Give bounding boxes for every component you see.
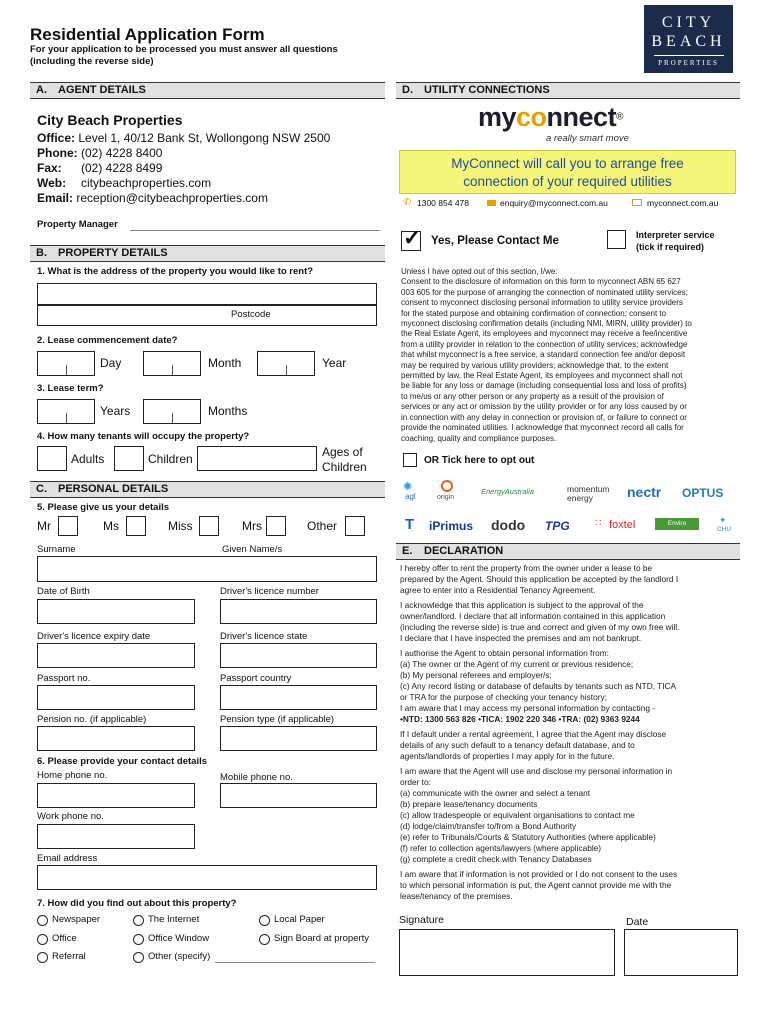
phone-label: Phone: [37, 146, 78, 160]
passport-country-input[interactable] [220, 685, 377, 710]
opt-out-checkbox[interactable] [403, 453, 417, 467]
agl-burst-icon: ✺ [403, 481, 413, 493]
declaration-line: •NTD: 1300 563 826 •TICA: 1902 220 346 •TRA: (02) 9363 9244 [400, 714, 640, 724]
radio-office-window-label: Office Window [148, 933, 210, 944]
dob-input[interactable] [37, 599, 195, 624]
section-a-title: AGENT DETAILS [58, 84, 146, 96]
phone-value: (02) 4228 8400 [81, 146, 163, 160]
radio-referral[interactable] [37, 952, 48, 963]
declaration-line: (b) prepare lease/tenancy documents [400, 799, 538, 809]
contact-me-label: Yes, Please Contact Me [431, 235, 559, 247]
dob-label: Date of Birth [37, 586, 90, 597]
city-beach-logo [644, 5, 733, 73]
title-mr-label: Mr [37, 519, 51, 533]
children-label: Children [148, 452, 193, 466]
consent-line: permitted by law, the Real Estate Agent, its employees and myconnect shall not [401, 371, 683, 381]
form-title: Residential Application Form [30, 25, 265, 44]
title-mr-checkbox[interactable] [58, 516, 78, 536]
address-input[interactable] [37, 283, 377, 305]
question-4: 4. How many tenants will occupy the property? [37, 431, 250, 442]
radio-internet-label: The Internet [148, 914, 200, 925]
licence-expiry-label: Driver's licence expiry date [37, 631, 151, 642]
years-label: Years [100, 404, 131, 418]
declaration-line: (e) refer to Tribunals/Courts & Statutory Authorities (where applicable) [400, 832, 656, 842]
envelope-icon [487, 200, 496, 206]
email-label: Email: [37, 191, 74, 205]
opt-out-label: OR Tick here to opt out [424, 455, 535, 466]
given-name-label: Given Name/s [222, 544, 283, 555]
tpg-logo: TPG [545, 519, 570, 533]
licence-state-label: Driver's licence state [220, 631, 308, 642]
signature-label: Signature [399, 914, 444, 926]
pension-type-label: Pension type (if applicable) [220, 714, 335, 725]
title-miss-label: Miss [168, 519, 193, 533]
myconnect-logo [478, 102, 658, 148]
brand-nnect: nnect [546, 102, 617, 132]
work-phone-label: Work phone no. [37, 811, 104, 822]
consent-line: for the stated purpose and obtaining confirmation of connection; consent to [401, 308, 667, 318]
logo-line1: CITY [661, 14, 716, 31]
declaration-para-2 [400, 600, 740, 644]
consent-line: that whilst myconnect is a free service, a standard connection fee and/or deposit [401, 350, 686, 360]
declaration-line: If I default under a rental agreement, I agree that the Agent may disclose [400, 729, 667, 739]
licence-number-label: Driver's licence number [220, 586, 319, 597]
passport-no-input[interactable] [37, 685, 195, 710]
origin-logo: origin [437, 494, 455, 501]
pension-type-input[interactable] [220, 726, 377, 751]
myconnect-email: enquiry@myconnect.com.au [500, 198, 608, 208]
question-3: 3. Lease term? [37, 383, 104, 394]
section-b-header [30, 245, 385, 262]
radio-other[interactable] [133, 952, 144, 963]
home-phone-label: Home phone no. [37, 770, 108, 781]
section-b-title: PROPERTY DETAILS [58, 247, 168, 259]
checkmark-icon: ✓ [403, 225, 422, 250]
property-manager-input[interactable] [130, 230, 380, 231]
nectr-logo: nectr [627, 484, 662, 500]
declaration-line: I am aware that if information is not provided or I do not consent to the uses [400, 869, 678, 879]
banner-line1: MyConnect will call you to arrange free [451, 156, 684, 171]
phone-icon: ✆ [403, 197, 412, 208]
momentum-logo: momentum energy [567, 484, 610, 503]
fax-value: (02) 4228 8499 [81, 161, 163, 175]
date-label: Date [626, 916, 649, 928]
consent-line: myconnect disclosing confirmation details (including NMI, MIRN, utility provider) to [401, 319, 692, 329]
web-row [37, 176, 330, 191]
banner-line2: connection of your required utilities [463, 174, 672, 189]
mobile-phone-input[interactable] [220, 783, 377, 808]
other-specify-input[interactable] [215, 962, 375, 963]
year-divider [286, 365, 287, 375]
declaration-line: or TRA for the purpose of checking your tenancy history; [400, 692, 607, 702]
declaration-line: to which personal information is put, the Agent cannot provide me with the [400, 880, 672, 890]
section-c-header [30, 481, 385, 498]
months-label: Months [208, 404, 248, 418]
signature-input[interactable] [399, 929, 615, 976]
iprimus-logo: iPrimus [429, 519, 474, 533]
section-e-letter: E. [402, 545, 413, 557]
declaration-line: agents/landlords of properties I may apply for in the future. [400, 751, 615, 761]
brand-co: co [516, 102, 547, 132]
section-c-title: PERSONAL DETAILS [58, 483, 169, 495]
radio-office[interactable] [37, 934, 48, 945]
declaration-text [400, 563, 740, 902]
agency-contact [37, 131, 330, 206]
section-a-header [30, 82, 385, 99]
agency-name: City Beach Properties [37, 112, 183, 128]
section-d-header [396, 82, 740, 99]
declaration-line: prepared by the Agent. Should this application be accepted by the landlord I [400, 574, 679, 584]
section-c-letter: C. [36, 483, 47, 495]
licence-expiry-input[interactable] [37, 643, 195, 668]
work-phone-input[interactable] [37, 824, 195, 849]
declaration-line: I am aware that I may access my personal information by contacting - [400, 703, 656, 713]
radio-office-window[interactable] [133, 934, 144, 945]
question-5: 5. Please give us your details [37, 502, 170, 513]
licence-number-input[interactable] [220, 599, 377, 624]
declaration-line: (c) allow tradespeople or equivalent organisations to contact me [400, 810, 635, 820]
myconnect-tagline: a really smart move [546, 133, 629, 144]
pension-no-label: Pension no. (if applicable) [37, 714, 147, 725]
myconnect-banner [399, 150, 736, 194]
consent-line: may be required by various utility providers; acknowledge that, to the extent [401, 360, 669, 370]
declaration-line: I declare that I have inspected the premises and am not bankrupt. [400, 633, 642, 643]
myconnect-reg-mark: ® [616, 111, 624, 123]
myconnect-web: myconnect.com.au [647, 198, 719, 208]
interpreter-label-line2: (tick if required) [636, 242, 705, 252]
provider-logos-row2 [399, 514, 739, 540]
years-divider [66, 413, 67, 423]
consent-line: provide the nominated utilities. I acknowledge that myconnect record all calls for [401, 423, 684, 433]
property-manager-label: Property Manager [37, 219, 118, 230]
consent-line: consent to myconnect disclosing personal information to utility service providers [401, 298, 683, 308]
declaration-para-6 [400, 869, 740, 902]
title-other-checkbox[interactable] [345, 516, 365, 536]
declaration-line: (g) complete a credit check with Tenancy Databases [400, 854, 592, 864]
declaration-line: owner/landlord. I declare that all information contained in this application [400, 611, 666, 621]
postcode-label: Postcode [231, 309, 271, 320]
interpreter-checkbox[interactable] [607, 230, 626, 249]
radio-newspaper[interactable] [37, 915, 48, 926]
declaration-line: order to: [400, 777, 431, 787]
consent-line: the Real Estate Agent, its employees and myconnect may receive a fee/incentive [401, 329, 688, 339]
radio-referral-label: Referral [52, 951, 86, 962]
declaration-para-1 [400, 563, 740, 596]
mobile-phone-label: Mobile phone no. [220, 772, 293, 783]
form-subtitle-line2: (including the reverse side) [30, 56, 154, 67]
address-line2-input[interactable] [37, 305, 377, 326]
declaration-line: (a) The owner or the Agent of my current or previous residence; [400, 659, 634, 669]
consent-line: from a utility provider in relation to the connection of utility services; acknowledge [401, 339, 688, 349]
date-input[interactable] [624, 929, 738, 976]
phone-row [37, 146, 330, 161]
consent-line: in connection with any delay in connection or provision of, or failure to connect or [401, 412, 687, 422]
agl-logo: agl [405, 492, 416, 501]
consent-line: coaching, quality and compliance purposes. [401, 433, 557, 443]
radio-sign-board[interactable] [259, 934, 270, 945]
question-7: 7. How did you find out about this property? [37, 898, 237, 909]
enviro-logo: Enviro [655, 518, 699, 530]
consent-line: Unless I have opted out of this section, I/we: [401, 267, 558, 276]
declaration-para-5 [400, 766, 740, 865]
email-address-label: Email address [37, 853, 98, 864]
adults-label: Adults [71, 452, 105, 466]
myconnect-contacts [399, 196, 736, 212]
title-ms-label: Ms [103, 519, 119, 533]
radio-local-paper-label: Local Paper [274, 914, 325, 925]
radio-local-paper[interactable] [259, 915, 270, 926]
section-b-letter: B. [36, 247, 47, 259]
declaration-para-3 [400, 648, 740, 725]
section-a-letter: A. [36, 84, 47, 96]
declaration-line: (c) Any record listing or database of defaults by tenants such as NTD, TICA [400, 681, 677, 691]
provider-logos-row1 [399, 478, 739, 508]
interpreter-label-line1: Interpreter service [636, 230, 715, 240]
brand-my: my [478, 102, 517, 132]
consent-text [401, 267, 739, 444]
day-divider [66, 365, 67, 375]
chu-leaf-icon: ✦ [719, 515, 727, 525]
radio-office-label: Office [52, 933, 77, 944]
ages-of-children-input[interactable] [197, 446, 317, 471]
title-ms-checkbox[interactable] [126, 516, 146, 536]
office-label: Office: [37, 131, 76, 145]
radio-sign-board-label: Sign Board at property [274, 933, 370, 944]
contact-me-checkbox[interactable] [401, 225, 422, 251]
home-phone-input[interactable] [37, 783, 195, 808]
consent-line: be liable for any loss or damage (including consequential loss and loss of profits) [401, 381, 687, 391]
title-miss-checkbox[interactable] [199, 516, 219, 536]
consent-line: to me/us or any other person or any property as a result of the provision of [401, 391, 664, 401]
declaration-line: (f) refer to collection agents/lawyers (where applicable) [400, 843, 602, 853]
passport-country-label: Passport country [220, 673, 292, 684]
dodo-logo: dodo [491, 517, 526, 533]
section-e-title: DECLARATION [424, 545, 504, 557]
declaration-line: (b) My personal referees and employer/s; [400, 670, 552, 680]
email-value: reception@citybeachproperties.com [76, 191, 268, 205]
name-input[interactable] [37, 556, 377, 582]
web-label: Web: [37, 176, 67, 190]
title-mrs-checkbox[interactable] [266, 516, 286, 536]
month-divider [172, 365, 173, 375]
pension-no-input[interactable] [37, 726, 195, 751]
chu-logo: CHU [717, 526, 732, 533]
question-6: 6. Please provide your contact details [37, 756, 208, 767]
day-label: Day [100, 356, 122, 370]
month-label: Month [208, 356, 242, 370]
licence-state-input[interactable] [220, 643, 377, 668]
section-d-title: UTILITY CONNECTIONS [424, 84, 550, 96]
title-other-label: Other [307, 519, 338, 533]
ages-label-line1: Ages of [322, 445, 363, 459]
declaration-line: lease/tenancy of the premises. [400, 891, 513, 901]
consent-line: 003 605 for the purpose of arranging the connection of nominated utility services; [401, 287, 688, 297]
logo-divider [654, 55, 724, 56]
office-row [37, 131, 330, 146]
telstra-logo: T [405, 516, 415, 533]
radio-other-label: Other (specify) [148, 951, 211, 962]
myconnect-phone: 1300 854 478 [417, 198, 469, 208]
myconnect-wordmark [478, 102, 616, 132]
declaration-line: details of any such default to a tenancy default database, and to [400, 740, 635, 750]
passport-no-label: Passport no. [37, 673, 91, 684]
surname-label: Surname [37, 544, 76, 555]
declaration-para-4 [400, 729, 740, 762]
question-1: 1. What is the address of the property you would like to rent? [37, 266, 314, 277]
declaration-line: (including the reverse side) is true and correct and given of my own free will. [400, 622, 680, 632]
ages-label-line2: Children [322, 460, 367, 474]
year-label: Year [322, 356, 347, 370]
declaration-line: I am aware that the Agent will use and disclose my personal information in [400, 766, 673, 776]
declaration-line: (d) lodge/claim/transfer to/from a Bond Authority [400, 821, 577, 831]
foxtel-logo: foxtel [609, 519, 636, 531]
monitor-icon [632, 199, 642, 206]
logo-line3: PROPERTIES [658, 59, 719, 67]
radio-newspaper-label: Newspaper [52, 914, 101, 925]
declaration-line: agree to enter into a Residential Tenancy Agreement. [400, 585, 596, 595]
office-value: Level 1, 40/12 Bank St, Wollongong NSW 2500 [78, 131, 331, 145]
children-input[interactable] [114, 446, 144, 471]
declaration-line: I authorise the Agent to obtain personal information from: [400, 648, 609, 658]
email-row [37, 191, 330, 206]
consent-line: Consent to the disclosure of information on this form to myconnect ABN 65 627 [401, 277, 681, 287]
web-value: citybeachproperties.com [81, 176, 212, 190]
fax-label: Fax: [37, 161, 62, 175]
months-divider [172, 413, 173, 423]
logo-line2: BEACH [651, 33, 726, 50]
email-address-input[interactable] [37, 865, 377, 890]
origin-logo-icon [441, 480, 453, 492]
fax-row [37, 161, 330, 176]
foxtel-dots-icon: ∷ [595, 518, 602, 529]
section-e-header [396, 543, 740, 560]
title-mrs-label: Mrs [242, 519, 262, 533]
declaration-line: I hereby offer to rent the property from the owner under a lease to be [400, 563, 653, 573]
adults-input[interactable] [37, 446, 67, 471]
form-subtitle-line1: For your application to be processed you must answer all questions [30, 44, 338, 55]
radio-internet[interactable] [133, 915, 144, 926]
section-d-letter: D. [402, 84, 413, 96]
optus-logo: OPTUS [682, 486, 724, 500]
consent-line: services or any act or omission by the utility provider or for any loss caused by or [401, 402, 687, 412]
energyaustralia-logo: EnergyAustralia [481, 487, 534, 496]
question-2: 2. Lease commencement date? [37, 335, 178, 346]
declaration-line: (a) communicate with the owner and select a tenant [400, 788, 591, 798]
declaration-line: I acknowledge that this application is subject to the approval of the [400, 600, 644, 610]
